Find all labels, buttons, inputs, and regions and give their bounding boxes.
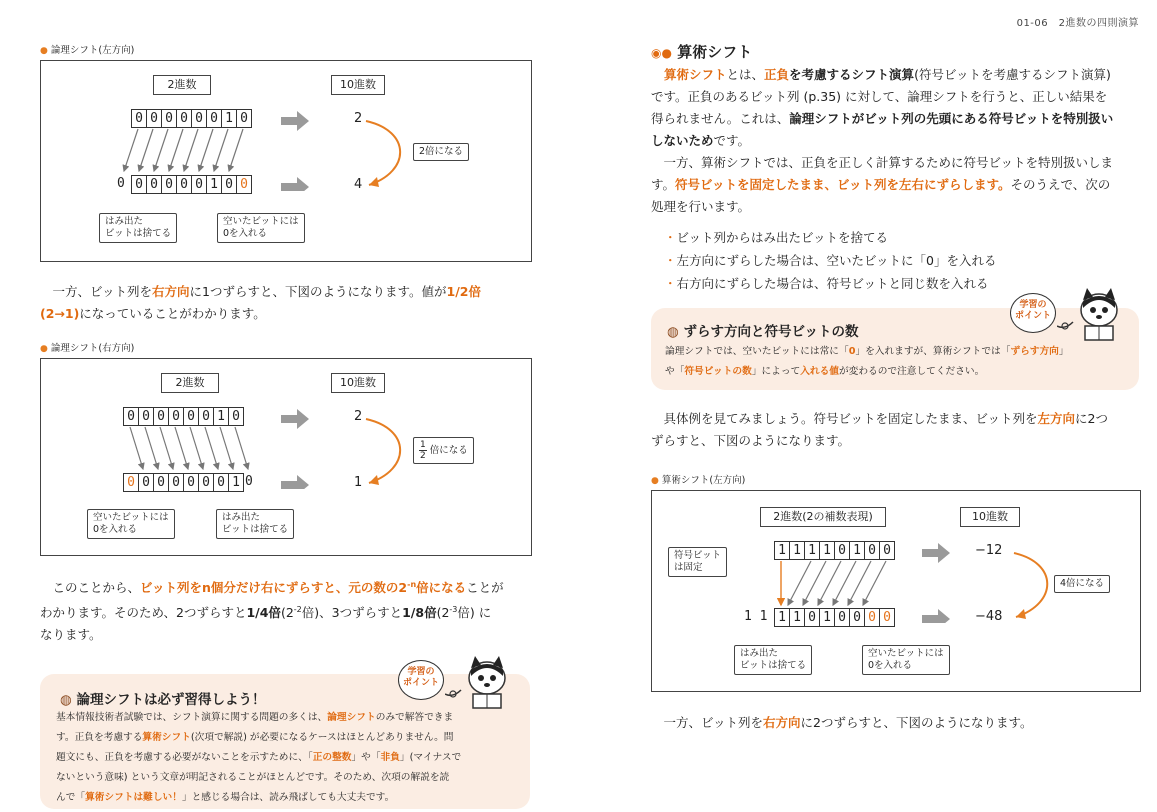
stripe-ball-icon: ◍ [667, 324, 679, 340]
figure-arithmetic-shift-left [651, 490, 1141, 692]
text: 処理を行います。 [651, 199, 751, 214]
bit: 0 [232, 409, 240, 424]
bold: しないため [651, 133, 714, 148]
bit: 0 [162, 110, 177, 127]
text: 題文にも、正負を考慮する必要がないことを示すために、「 [56, 752, 313, 763]
overflow-note: はみ出た ビットは捨てる [216, 509, 294, 539]
emphasis: 算術シフト [142, 732, 191, 743]
text: 」を入れますが、算術シフトでは「 [855, 346, 1011, 357]
bit: 0 [865, 542, 880, 559]
emphasis: 非負 [380, 752, 400, 763]
text: んで「 [56, 792, 86, 803]
decimal-bottom: 4 [354, 177, 363, 192]
shift-arrows [111, 127, 251, 177]
superscript: -2 [293, 605, 302, 615]
text: わかります。そのため、2つずらすと [40, 605, 247, 621]
text: 基本情報技術者試験では、シフト演算に関する問題の多くは、 [56, 712, 328, 723]
text: 論理シフトでは、空いたビットには常に「 [665, 346, 849, 357]
bit: 1 [820, 609, 835, 626]
text: に2つずらすと、下図のようになります。 [800, 715, 1033, 730]
paragraph [651, 408, 1141, 452]
overflow-bit: 0 [117, 176, 125, 191]
bit: 0 [240, 111, 248, 126]
bit: 0 [883, 610, 891, 625]
text: が変わるので注意してください。 [839, 366, 985, 377]
text: になっていることがわかります。 [79, 306, 266, 321]
emphasis: 倍になる [416, 580, 467, 596]
bit: 1 [775, 609, 790, 626]
emphasis: 0 [848, 346, 856, 357]
convert-arrows [281, 111, 511, 191]
text: や「 [665, 366, 685, 377]
learning-point-bubble: 学習の ポイント [398, 660, 444, 700]
point-text [56, 708, 526, 808]
text: なります。 [40, 627, 102, 643]
bit: 1 [805, 542, 820, 559]
double-dot-icon: ◉● [651, 46, 672, 60]
bold: 1/8倍 [402, 605, 437, 621]
binary-label: 2進数 [161, 373, 219, 393]
overflow-bits: 1 1 [744, 609, 768, 624]
emphasis: 算術シフト [664, 67, 727, 82]
text: す。 [651, 177, 676, 192]
decimal-top: 2 [354, 409, 363, 424]
figure-logical-shift-left [40, 60, 532, 262]
bit: 1 [207, 176, 222, 193]
bit: 0 [850, 609, 865, 626]
bit: 0 [214, 474, 229, 491]
convert-arrows [281, 409, 511, 489]
point-title-text: 論理シフトは必ず習得しよう！ [76, 692, 266, 708]
emphasis: 右方向 [763, 715, 801, 730]
emphasis: 符号ビットの数 [684, 366, 752, 377]
bit: 0 [835, 609, 850, 626]
section-heading-text: 算術シフト [677, 43, 753, 61]
point-text [665, 342, 1139, 382]
decimal-top: −12 [975, 543, 1003, 558]
bit: 0 [199, 408, 214, 425]
text: す。正負を考慮する [56, 732, 143, 743]
text: (2 [436, 605, 450, 621]
top-bit-row [774, 541, 895, 560]
bit: 0 [124, 408, 139, 425]
paragraph [651, 64, 1141, 218]
bit: 0 [177, 176, 192, 193]
figure-logical-shift-right [40, 358, 532, 556]
text: (符号ビットを考慮するシフト演算) [914, 67, 1111, 82]
text: (2 [280, 605, 294, 621]
note-text: 倍になる [429, 444, 468, 456]
bit: 1 [790, 542, 805, 559]
bit: 0 [169, 408, 184, 425]
top-bit-row [123, 407, 244, 426]
text: 」と感じる場合は、読み飛ばしても大丈夫です。 [181, 792, 395, 803]
point-title-text: ずらす方向と符号ビットの数 [683, 324, 859, 340]
bit: 1 [222, 110, 237, 127]
text: そのうえで、次の [1010, 177, 1111, 192]
text: に1つずらすと、下図のようになります。値が [189, 284, 447, 299]
bit: 0 [132, 110, 147, 127]
overflow-note: はみ出た ビットは捨てる [734, 645, 812, 675]
decimal-bottom: −48 [975, 609, 1003, 624]
figure-caption: ● 算術シフト(左方向) [651, 472, 745, 486]
text: 一方、ビット列を [651, 715, 764, 730]
bit: 0 [192, 110, 207, 127]
bottom-bit-row [131, 175, 252, 194]
double-note: 2倍になる [413, 143, 469, 161]
bit: 0 [184, 474, 199, 491]
bit: 0 [124, 474, 139, 491]
emphasis: 算術シフトは難しい！ [85, 792, 182, 803]
text: 倍) に [457, 605, 492, 621]
page-header: 01-06 2進数の四則演算 [1016, 18, 1139, 29]
decimal-bottom: 1 [354, 475, 363, 490]
bit: 0 [169, 474, 184, 491]
decimal-label: 10進数 [331, 373, 385, 393]
stripe-ball-icon: ◍ [60, 692, 72, 708]
text: 一方、ビット列を [40, 284, 153, 299]
bold: 1/4倍 [246, 605, 281, 621]
fraction-numerator: 1 [420, 440, 426, 450]
bit: 0 [184, 408, 199, 425]
bold: 論理シフトがビット列の先頭にある符号ビットを特別扱い [789, 111, 1114, 126]
superscript: -3 [449, 605, 458, 615]
bit: 0 [192, 176, 207, 193]
bit: 0 [139, 408, 154, 425]
text: 」や「 [351, 752, 381, 763]
bottom-bit-row [774, 608, 895, 627]
shift-arrows [752, 559, 892, 611]
bit: 0 [147, 176, 162, 193]
bit: 0 [162, 176, 177, 193]
bit: 0 [147, 110, 162, 127]
figure-caption: ● 論理シフト(右方向) [40, 340, 134, 354]
emphasis: 正の整数 [312, 752, 352, 763]
dog-mascot-icon [445, 654, 517, 710]
bit: 1 [232, 475, 240, 490]
bottom-bit-row [123, 473, 244, 492]
bit: 0 [132, 176, 147, 193]
text: ずらすと、下図のようになります。 [651, 433, 851, 448]
bit: 1 [214, 408, 229, 425]
text: 得られません。これは、 [651, 111, 790, 126]
overflow-note: はみ出た ビットは捨てる [99, 213, 177, 243]
dog-mascot-icon [1057, 286, 1129, 342]
text: 具体例を見てみましょう。符号ビットを固定したまま、ビット列を [651, 411, 1038, 426]
emphasis: ずらす方向 [1010, 346, 1059, 357]
emphasis: 1/2倍 [446, 284, 481, 299]
emphasis: 左方向 [1037, 411, 1076, 426]
text: とは、 [726, 67, 765, 82]
emphasis: ビット列をn個分だけ右にずらすと、元の数の2 [140, 580, 408, 596]
bit: 0 [154, 474, 169, 491]
text: です。正負のあるビット列 (p.35) に対して、論理シフトを行うと、正しい結果を [651, 89, 1108, 104]
bit: 1 [775, 542, 790, 559]
shift-arrows [121, 425, 261, 475]
bit: 0 [207, 110, 222, 127]
text: このことから、 [40, 580, 141, 596]
text: 」 [1058, 346, 1069, 357]
bit: 0 [154, 408, 169, 425]
text: 倍)、3つずらすと [301, 605, 403, 621]
binary-label: 2進数 [153, 75, 211, 95]
text: 」(マイナスで [399, 752, 462, 763]
paragraph [651, 712, 1141, 734]
quadruple-note: 4倍になる [1054, 575, 1110, 593]
bit: 1 [790, 609, 805, 626]
fraction-denominator: 2 [420, 451, 426, 461]
paragraph [40, 281, 532, 325]
section-heading [651, 41, 752, 62]
text: 」によって [751, 366, 801, 377]
text: ないという意味) という文章が明記されることがほとんどです。そのため、次項の解説を読 [56, 772, 450, 783]
text: のみで解答できま [375, 712, 454, 723]
bit: 0 [865, 609, 880, 626]
bit: 0 [199, 474, 214, 491]
text: に2つ [1075, 411, 1108, 426]
bit: 0 [835, 542, 850, 559]
list-item: ・ 左方向にずらした場合は、空いたビットに「0」を入れる [664, 249, 1134, 272]
text: です。 [713, 133, 751, 148]
text: ことが [466, 580, 504, 596]
bit: 0 [240, 177, 248, 192]
top-bit-row [131, 109, 252, 128]
bit: 0 [883, 543, 891, 558]
list-item: ・ 右方向にずらした場合は、符号ビットと同じ数を入れる [664, 272, 1134, 295]
emphasis: (2→1) [40, 306, 80, 321]
learning-point-bubble: 学習の ポイント [1010, 293, 1056, 333]
emphasis: 符号ビットを固定したまま、ビット列を左右にずらします。 [675, 177, 1011, 192]
bit: 0 [177, 110, 192, 127]
point-title [667, 320, 858, 340]
text: (次項で解説) が必要になるケースはほとんどありません。問 [190, 732, 454, 743]
bold: を考慮するシフト演算 [789, 67, 915, 82]
bit: 0 [805, 609, 820, 626]
decimal-label: 10進数 [331, 75, 385, 95]
bit: 0 [222, 176, 237, 193]
decimal-label: 10進数 [960, 507, 1020, 527]
bit: 1 [820, 542, 835, 559]
bit: 0 [139, 474, 154, 491]
bullet-list [664, 226, 1134, 295]
emphasis: 入れる値 [800, 366, 839, 377]
point-title [60, 688, 265, 708]
bit: 1 [850, 542, 865, 559]
emphasis: 右方向 [152, 284, 190, 299]
sign-bit-note: 符号ビット は固定 [668, 547, 727, 577]
figure-caption: ● 論理シフト(左方向) [40, 42, 134, 56]
list-item: ・ ビット列からはみ出たビットを捨てる [664, 226, 1134, 249]
empty-bit-note: 空いたビットには 0を入れる [217, 213, 305, 243]
overflow-bit: 0 [245, 474, 253, 489]
half-note [413, 437, 474, 464]
decimal-top: 2 [354, 111, 363, 126]
superscript: -n [407, 580, 417, 589]
binary-label: 2進数(2の補数表現) [760, 507, 886, 527]
empty-bit-note: 空いたビットには 0を入れる [87, 509, 175, 539]
text: 一方、算術シフトでは、正負を正しく計算するために符号ビットを特別扱いしま [651, 155, 1114, 170]
empty-bit-note: 空いたビットには 0を入れる [862, 645, 950, 675]
paragraph [40, 574, 532, 646]
fraction [419, 440, 427, 461]
emphasis: 正負 [764, 67, 790, 82]
emphasis: 論理シフト [327, 712, 376, 723]
